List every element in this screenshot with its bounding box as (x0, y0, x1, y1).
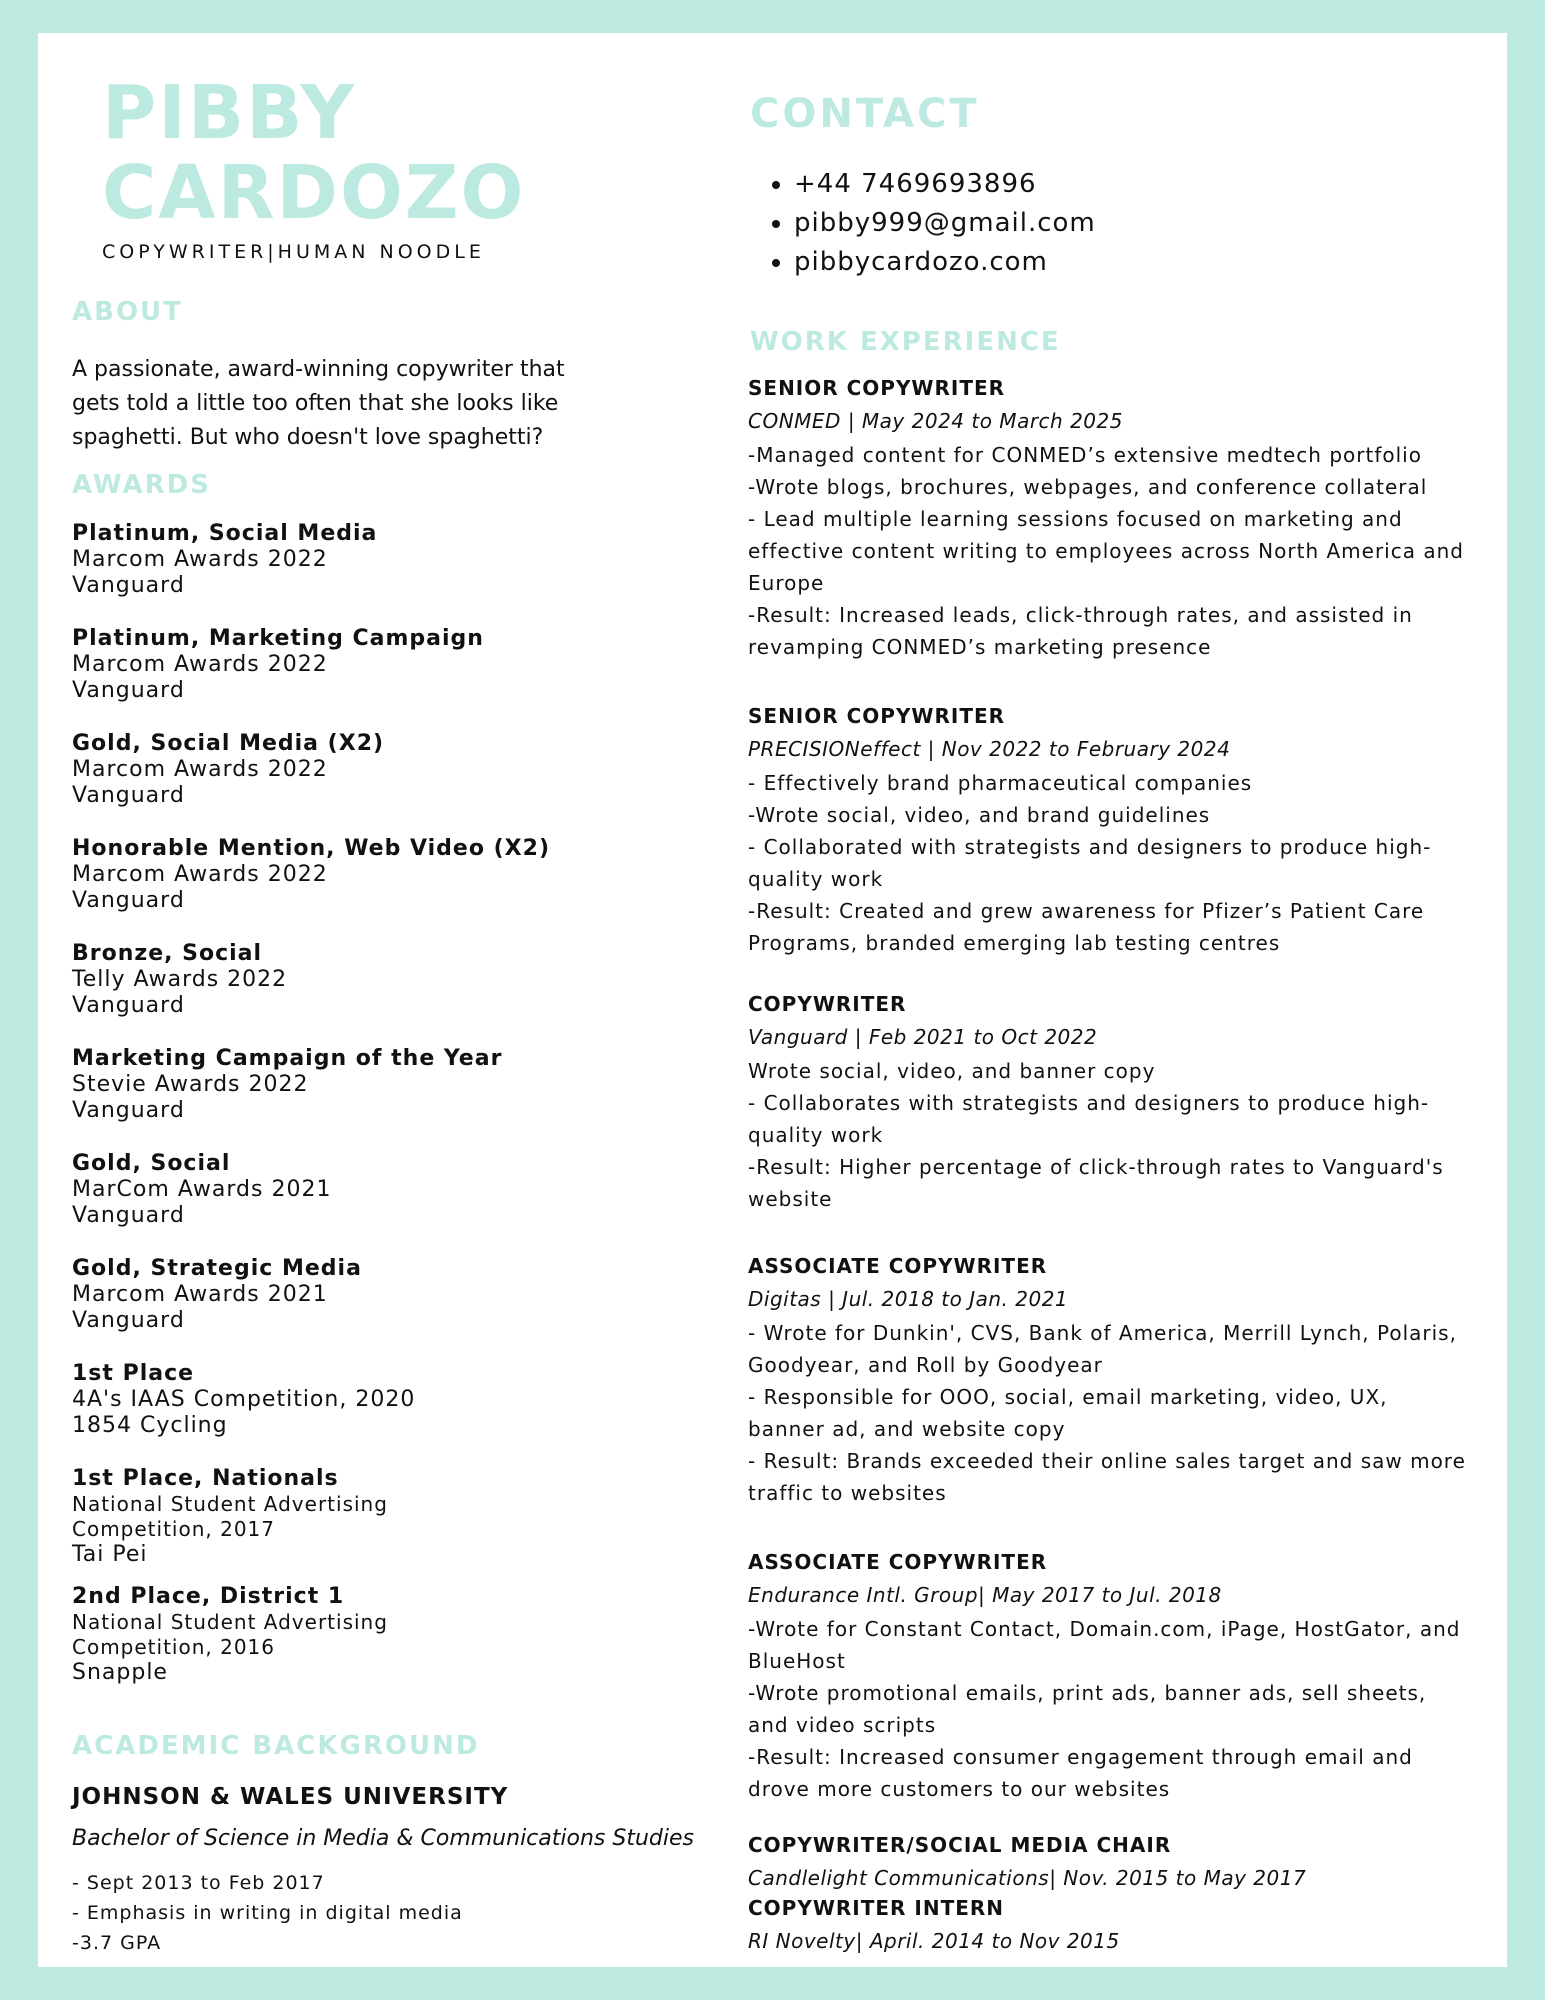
job-detail: drove more customers to our websites (748, 1777, 1171, 1801)
job-entry (748, 1893, 1507, 1959)
job-entry (748, 1547, 1507, 1805)
award-organization: Marcom Awards 2022 (72, 862, 328, 887)
academic-detail: -3.7 GPA (72, 1932, 162, 1954)
award-client: Vanguard (72, 1203, 185, 1228)
job-detail: -Wrote promotional emails, print ads, banner ads, sell sheets, (748, 1681, 1427, 1705)
job-entry (748, 989, 1507, 1215)
award-title: Bronze, Social (72, 941, 263, 966)
job-detail: Europe (748, 571, 825, 595)
academic-details (72, 1868, 463, 1958)
job-detail: -Result: Created and grew awareness for Pfizer’s Patient Care (748, 899, 1425, 923)
contact-heading: CONTACT (750, 91, 980, 137)
award-item (72, 1361, 672, 1466)
job-detail: traffic to websites (748, 1481, 947, 1505)
job-detail: -Result: Increased leads, click-through rates, and assisted in (748, 603, 1413, 627)
contact-phone[interactable]: • +44 7469693896 (794, 165, 1096, 204)
job-detail: - Lead multiple learning sessions focused on marketing and (748, 507, 1403, 531)
award-title: Gold, Social Media (X2) (72, 731, 385, 756)
job-entry (748, 1830, 1507, 1896)
award-client: Vanguard (72, 573, 185, 598)
award-title: 2nd Place, District 1 (72, 1584, 345, 1609)
award-organization: Stevie Awards 2022 (72, 1072, 309, 1097)
job-detail: effective content writing to employees across North America and (748, 539, 1464, 563)
job-role: COPYWRITER (748, 992, 907, 1016)
job-detail: -Wrote for Constant Contact, Domain.com, iPage, HostGator, and (748, 1617, 1461, 1641)
job-detail: quality work (748, 867, 884, 891)
award-item (72, 1046, 672, 1151)
award-client: Vanguard (72, 1098, 185, 1123)
award-item (72, 626, 672, 731)
award-title: Gold, Strategic Media (72, 1256, 362, 1281)
award-title: Honorable Mention, Web Video (X2) (72, 836, 551, 861)
job-detail: -Wrote blogs, brochures, webpages, and conference collateral (748, 475, 1428, 499)
award-title: Gold, Social (72, 1151, 231, 1176)
award-organization: Marcom Awards 2022 (72, 757, 328, 782)
award-client: Vanguard (72, 783, 185, 808)
award-client: Vanguard (72, 1308, 185, 1333)
job-detail: - Collaborated with strategists and designers to produce high- (748, 835, 1432, 859)
award-client: Vanguard (72, 888, 185, 913)
contact-email[interactable]: • pibby999@gmail.com (794, 204, 1096, 243)
degree: Bachelor of Science in Media & Communications Studies (72, 1826, 694, 1851)
award-item (72, 1151, 672, 1256)
academic-detail: - Emphasis in writing in digital media (72, 1902, 463, 1924)
job-detail: -Result: Higher percentage of click-through rates to Vanguard's (748, 1155, 1444, 1179)
work-experience-heading: WORK EXPERIENCE (750, 327, 1061, 357)
award-organization: MarCom Awards 2021 (72, 1177, 332, 1202)
name-line-1: PIBBY (102, 70, 357, 156)
job-role: ASSOCIATE COPYWRITER (748, 1550, 1048, 1574)
award-client: Vanguard (72, 993, 185, 1018)
job-detail: - Responsible for OOO, social, email marketing, video, UX, (748, 1385, 1388, 1409)
award-item (72, 521, 672, 626)
award-item (72, 1256, 672, 1361)
contact-website[interactable]: • pibbycardozo.com (794, 243, 1096, 282)
job-company: Vanguard | Feb 2021 to Oct 2022 (748, 1025, 1098, 1049)
award-organization: National Student Advertising (72, 1610, 388, 1634)
award-organization: Telly Awards 2022 (72, 967, 288, 992)
job-detail: - Collaborates with strategists and designers to produce high- (748, 1091, 1430, 1115)
job-detail: -Wrote social, video, and brand guidelines (748, 803, 1211, 827)
job-company: Digitas | Jul. 2018 to Jan. 2021 (748, 1287, 1069, 1311)
about-line: gets told a little too often that she looks like (72, 391, 559, 416)
job-detail: Goodyear, and Roll by Goodyear (748, 1353, 1103, 1377)
award-organization: 4A's IAAS Competition, 2020 (72, 1387, 416, 1412)
award-item (72, 1584, 672, 1702)
about-line: spaghetti. But who doesn't love spaghetti? (72, 425, 544, 450)
awards-heading: AWARDS (72, 470, 211, 500)
job-detail: quality work (748, 1123, 884, 1147)
contact-list (750, 165, 1096, 282)
award-title: 1st Place, Nationals (72, 1466, 339, 1491)
award-client: Vanguard (72, 678, 185, 703)
candidate-name (102, 70, 526, 236)
job-detail: -Result: Increased consumer engagement through email and (748, 1745, 1413, 1769)
award-client: Tai Pei (72, 1542, 148, 1567)
award-title: Marketing Campaign of the Year (72, 1046, 503, 1071)
resume-page (38, 33, 1507, 1967)
job-company: Candlelight Communications| Nov. 2015 to May 2017 (748, 1866, 1307, 1890)
award-organization: National Student Advertising (72, 1492, 388, 1516)
job-role: ASSOCIATE COPYWRITER (748, 1254, 1048, 1278)
award-client: 1854 Cycling (72, 1413, 228, 1438)
job-detail: - Wrote for Dunkin', CVS, Bank of America, Merrill Lynch, Polaris, (748, 1321, 1457, 1345)
award-organization: Competition, 2016 (72, 1635, 276, 1659)
award-title: 1st Place (72, 1361, 195, 1386)
award-organization: Marcom Awards 2021 (72, 1282, 328, 1307)
job-detail: banner ad, and website copy (748, 1417, 1066, 1441)
job-detail: Programs, branded emerging lab testing centres (748, 931, 1281, 955)
job-company: RI Novelty| April. 2014 to Nov 2015 (748, 1929, 1120, 1953)
award-item (72, 731, 672, 836)
job-detail: BlueHost (748, 1649, 846, 1673)
job-company: PRECISIONeffect | Nov 2022 to February 2024 (748, 737, 1231, 761)
award-organization: Competition, 2017 (72, 1517, 276, 1541)
job-detail: and video scripts (748, 1713, 937, 1737)
award-item (72, 941, 672, 1046)
about-text (72, 353, 652, 455)
job-role: SENIOR COPYWRITER (748, 704, 1006, 728)
job-detail: - Effectively brand pharmaceutical companies (748, 771, 1253, 795)
awards-list (72, 521, 672, 1702)
job-role: SENIOR COPYWRITER (748, 376, 1006, 400)
job-role: COPYWRITER/SOCIAL MEDIA CHAIR (748, 1833, 1172, 1857)
job-detail: revamping CONMED’s marketing presence (748, 635, 1212, 659)
job-company: CONMED | May 2024 to March 2025 (748, 409, 1123, 433)
job-detail: - Result: Brands exceeded their online sales target and saw more (748, 1449, 1466, 1473)
job-detail: -Managed content for CONMED’s extensive medtech portfolio (748, 443, 1422, 467)
award-title: Platinum, Marketing Campaign (72, 626, 484, 651)
job-role: COPYWRITER INTERN (748, 1896, 1005, 1920)
job-entry (748, 1251, 1507, 1509)
academic-detail: - Sept 2013 to Feb 2017 (72, 1872, 325, 1894)
about-line: A passionate, award-winning copywriter that (72, 357, 565, 382)
job-company: Endurance Intl. Group| May 2017 to Jul. 2018 (748, 1583, 1222, 1607)
job-detail: Wrote social, video, and banner copy (748, 1059, 1156, 1083)
award-client: Snapple (72, 1660, 168, 1685)
about-heading: ABOUT (72, 297, 183, 327)
name-line-2: CARDOZO (102, 150, 526, 236)
award-organization: Marcom Awards 2022 (72, 547, 328, 572)
school-name: JOHNSON & WALES UNIVERSITY (72, 1784, 509, 1810)
award-item (72, 836, 672, 941)
job-entry (748, 701, 1507, 959)
academic-heading: ACADEMIC BACKGROUND (72, 1731, 480, 1761)
award-organization: Marcom Awards 2022 (72, 652, 328, 677)
job-entry (748, 373, 1507, 663)
award-title: Platinum, Social Media (72, 521, 378, 546)
job-detail: website (748, 1187, 833, 1211)
award-item (72, 1466, 672, 1584)
tagline: COPYWRITER|HUMAN NOODLE (102, 241, 485, 263)
